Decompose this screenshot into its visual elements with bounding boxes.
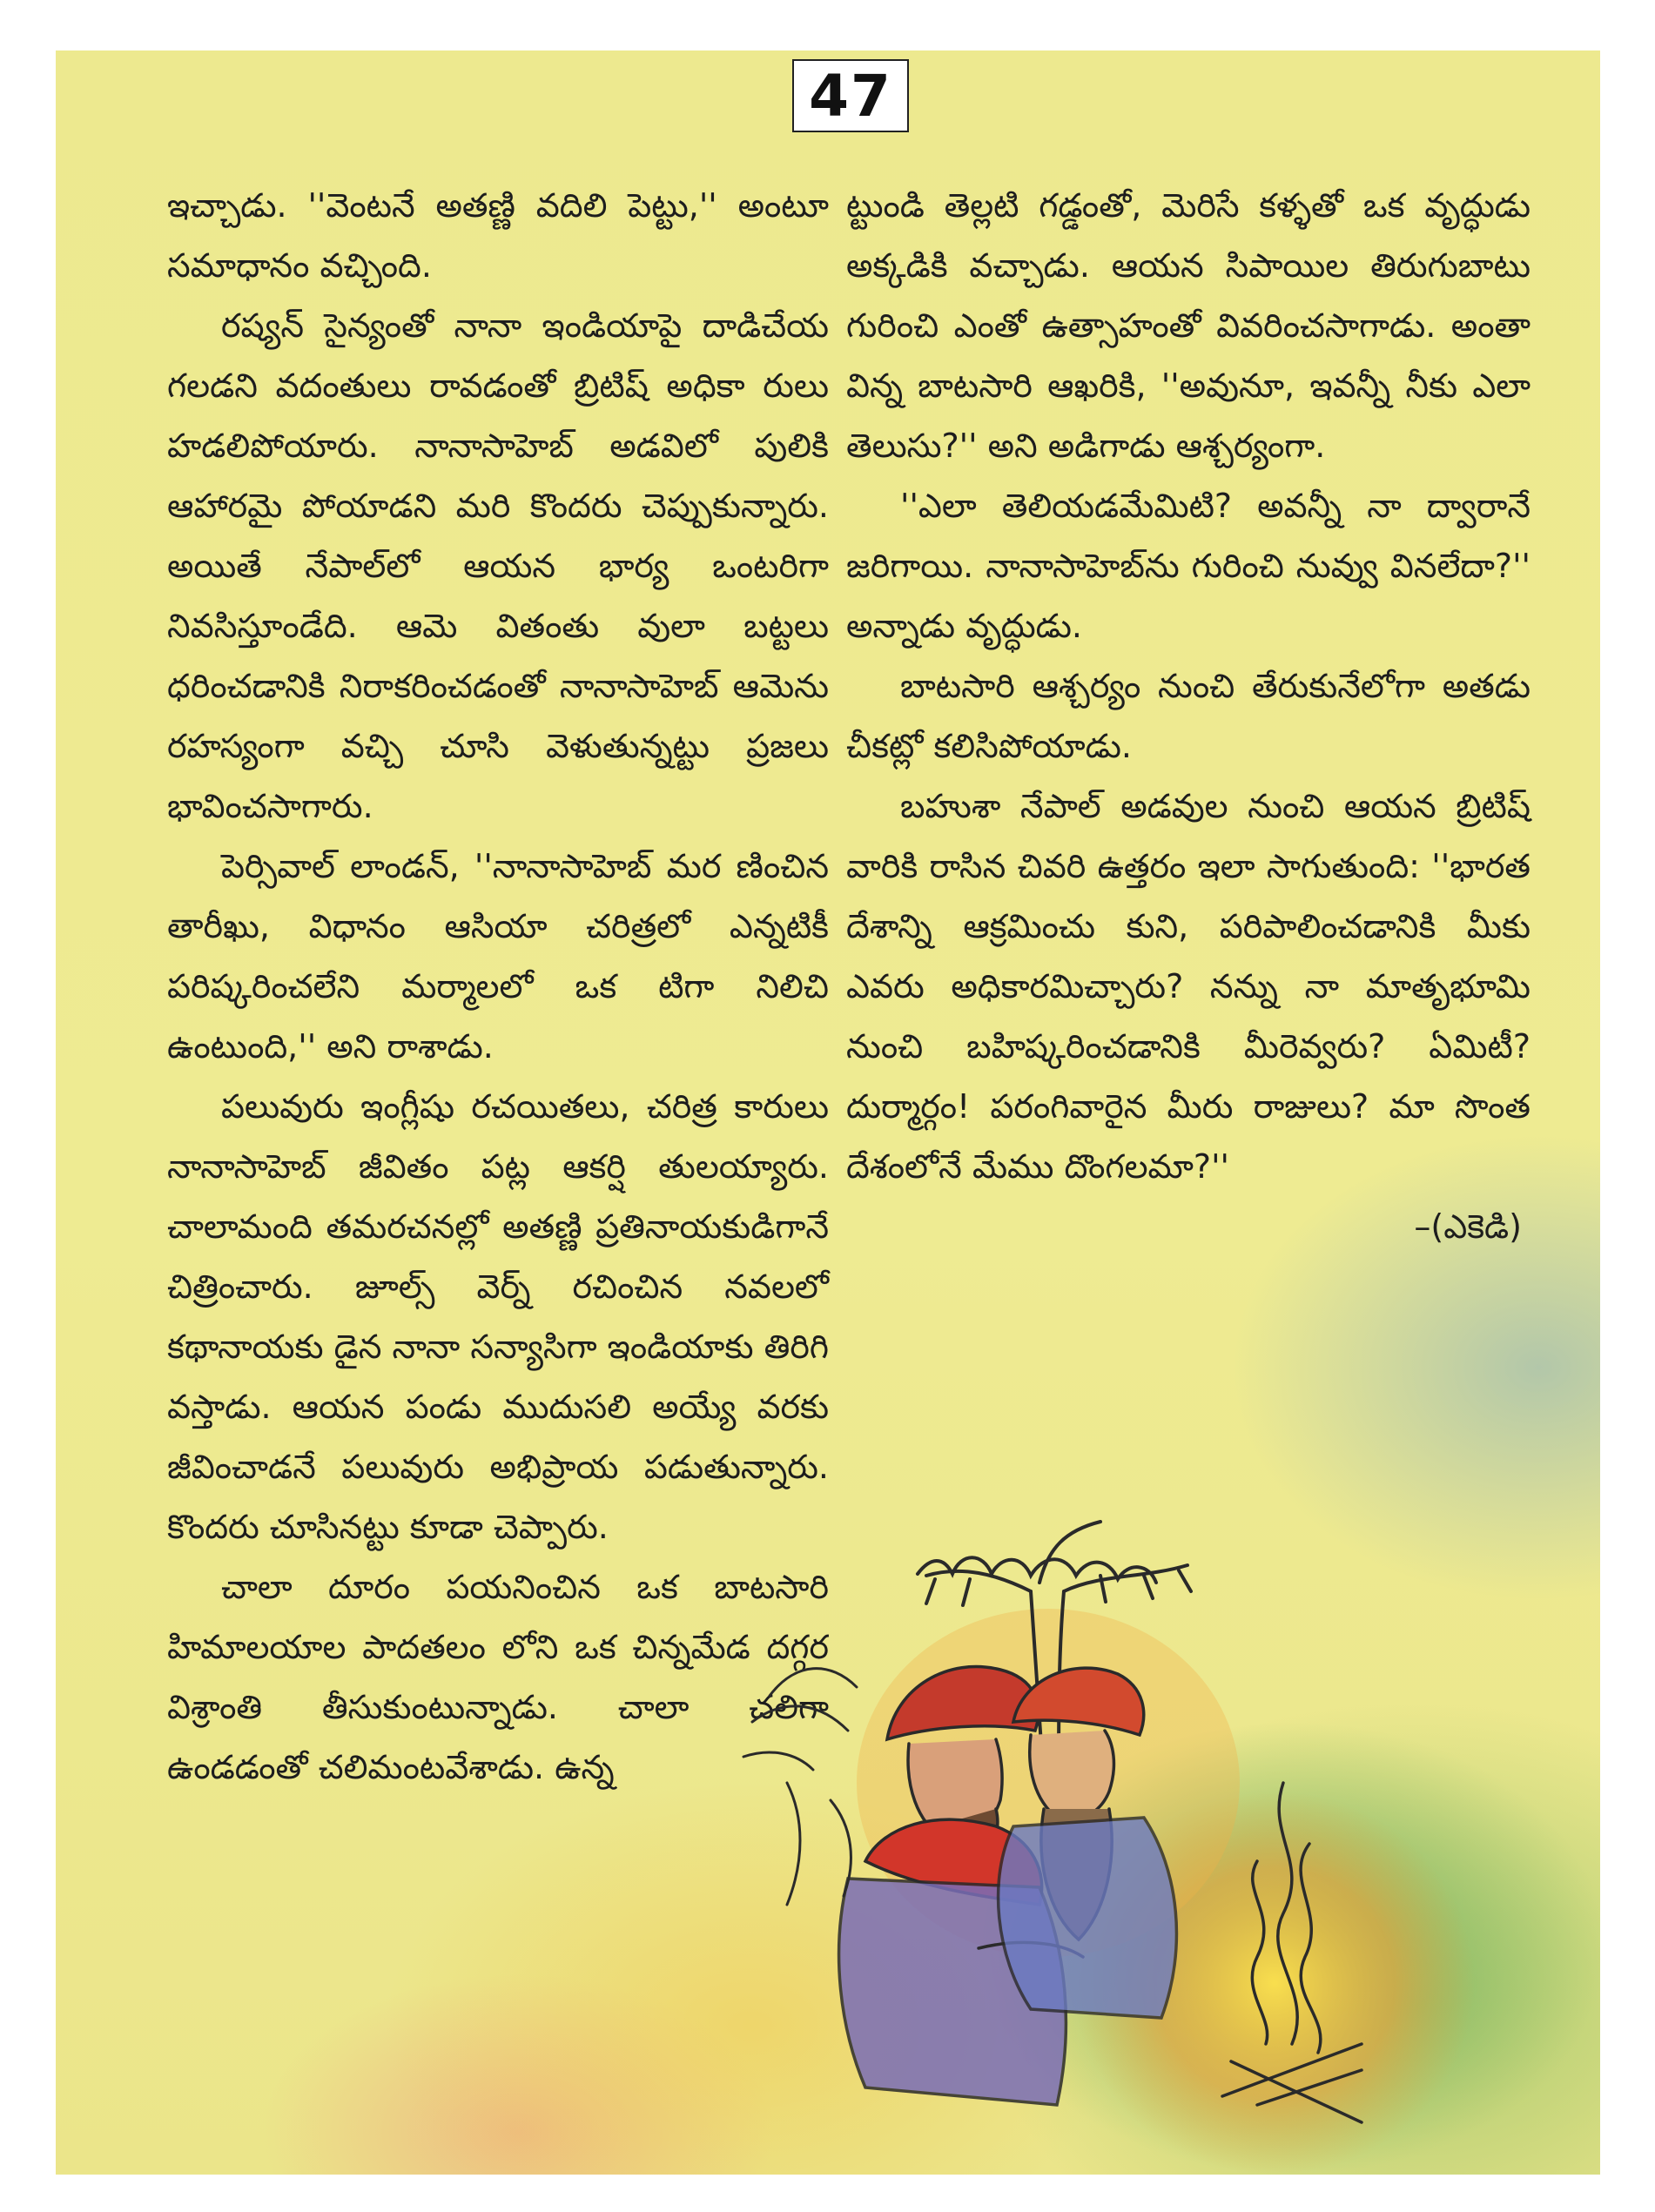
paragraph: ట్టుండి తెల్లటి గడ్డంతో, మెరిసే కళ్ళతో ఒక వృద్ధుడు అక్కడికి వచ్చాడు. ఆయన సిపాయిల తిరుగుబాటు గురించి ఎంతో ఉత్సాహంతో వివరించసాగాడు. అంతా విన్న బాటసారి ఆఖరికి, ''అవునూ, ఇవన్నీ నీకు ఎలా తెలుసు?'' అని అడిగాడు ఆశ్చర్యంగా. (846, 186, 1531, 465)
story-illustration (735, 1496, 1600, 2175)
paragraph: చాలా దూరం పయనించిన ఒక బాటసారి హిమాలయాల పాదతలం లోని ఒక చిన్నమేడ దగ్గర విశ్రాంతి తీసుకుంటున్నాడు. చాలా చలిగా ఉండడంతో చలిమంటవేశాడు. ఉన్న (167, 1568, 829, 1786)
paragraph: పలువురు ఇంగ్లీషు రచయితలు, చరిత్ర కారులు నానాసాహెబ్ జీవితం పట్ల ఆకర్షి తులయ్యారు. చాలామంది తమరచనల్లో అతణ్ణి ప్రతినాయకుడిగానే చిత్రించారు. జూల్స్ వెర్న్ రచించిన నవలలో కథానాయకు డైన నానా సన్యాసిగా ఇండియాకు తిరిగి వస్తాడు. ఆయన పండు ముదుసలి అయ్యే వరకు జీవించాడనే పలువురు అభిప్రాయ పడుతున్నారు. కొందరు చూసినట్టు కూడా చెప్పారు. (167, 1087, 830, 1546)
right-text-column (846, 176, 1531, 1257)
author-byline: –(ఎకెడి) (1414, 1207, 1522, 1246)
paragraph: బాటసారి ఆశ్చర్యం నుంచి తేరుకునేలోగా అతడు చీకట్లో కలిసిపోయాడు. (846, 667, 1531, 765)
left-text-column (167, 176, 829, 1798)
paragraph: ఇచ్చాడు. ''వెంటనే అతణ్ణి వదిలి పెట్టు,'' అంటూ సమాధానం వచ్చింది. (167, 186, 829, 285)
paragraph: రష్యన్ సైన్యంతో నానా ఇండియాపై దాడిచేయ గలడని వదంతులు రావడంతో బ్రిటిష్ అధికా రులు హడలిపోయారు. నానాసాహెబ్ అడవిలో పులికి ఆహారమై పోయాడని మరి కొందరు చెప్పుకున్నారు. అయితే నేపాల్‌లో ఆయన భార్య ఒంటరిగా నివసిస్తూండేది. ఆమె వితంతు వులా బట్టలు ధరించడానికి నిరాకరించడంతో నానాసాహెబ్ ఆమెను రహస్యంగా వచ్చి చూసి వెళుతున్నట్టు ప్రజలు భావించసాగారు. (167, 306, 829, 825)
book-page (56, 50, 1600, 2175)
page-number: 47 (792, 59, 909, 132)
bush (743, 1669, 857, 1905)
paragraph: ''ఎలా తెలియడమేమిటి? అవన్నీ నా ద్వారానే జరిగాయి. నానాసాహెబ్‌ను గురించి నువ్వు వినలేదా?'' అన్నాడు వృద్ధుడు. (846, 487, 1531, 645)
paragraph: బహుశా నేపాల్ అడవుల నుంచి ఆయన బ్రిటిష్ వారికి రాసిన చివరి ఉత్తరం ఇలా సాగుతుంది: ''భారత దేశాన్ని ఆక్రమించు కుని, పరిపాలించడానికి మీకు ఎవరు అధికారమిచ్చారు? నన్ను నా మాతృభూమి నుంచి బహిష్కరించడానికి మీరెవ్వరు? ఏమిటీ? దుర్మార్గం! పరంగివారైన మీరు రాజులు? మా సొంత దేశంలోనే మేము దొంగలమా?'' (846, 787, 1531, 1186)
paragraph: పెర్సివాల్ లాండన్, ''నానాసాహెబ్ మర ణించిన తారీఖు, విధానం ఆసియా చరిత్రలో ఎన్నటికీ పరిష్కరించలేని మర్మాలలో ఒక టిగా నిలిచి ఉంటుంది,'' అని రాశాడు. (167, 847, 829, 1066)
